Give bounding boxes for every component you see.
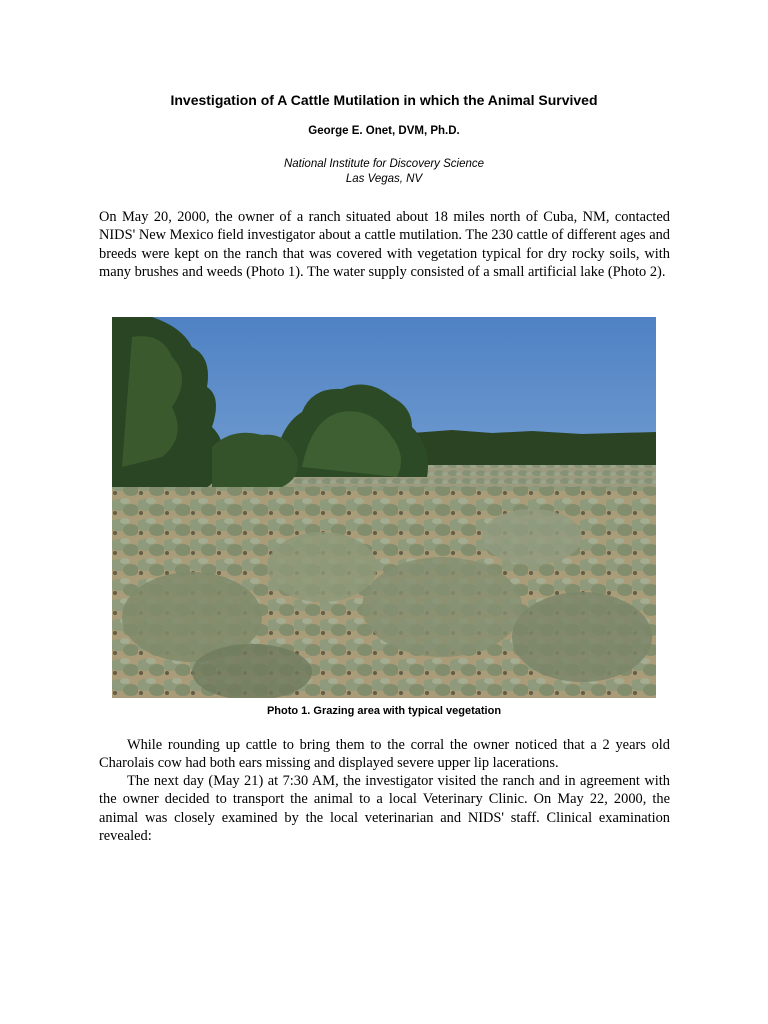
document-title: Investigation of A Cattle Mutilation in which the Animal Survived (170, 92, 598, 108)
photo-caption: Photo 1. Grazing area with typical vegetation (266, 705, 502, 717)
paragraph-observation: While rounding up cattle to bring them to the corral the owner noticed that a 2 years old Charolais cow had both ears missing and displayed severe upper lip lacerations. (99, 737, 670, 772)
affiliation (0, 157, 768, 187)
affiliation-institute: National Institute for Discovery Science (283, 158, 485, 170)
landscape-photo-image (112, 317, 656, 698)
author-name: George E. Onet, DVM, Ph.D. (308, 125, 460, 137)
photo-grazing-area (112, 317, 656, 698)
affiliation-location: Las Vegas, NV (345, 173, 423, 185)
paragraph-examination: The next day (May 21) at 7:30 AM, the investigator visited the ranch and in agreement with the owner decided to transport the animal to a local Veterinary Clinic. On May 22, 2000, the animal was closely examined by the local veterinarian and NIDS' staff. Clinical examination revealed: (99, 773, 670, 845)
paragraph-intro: On May 20, 2000, the owner of a ranch situated about 18 miles north of Cuba, NM, contacted NIDS' New Mexico field investigator about a cattle mutilation. The 230 cattle of different ages and breeds were kept on the ranch that was covered with vegetation typical for dry rocky soils, with many brushes and weeds (Photo 1). The water supply consisted of a small artificial lake (Photo 2). (99, 209, 670, 281)
